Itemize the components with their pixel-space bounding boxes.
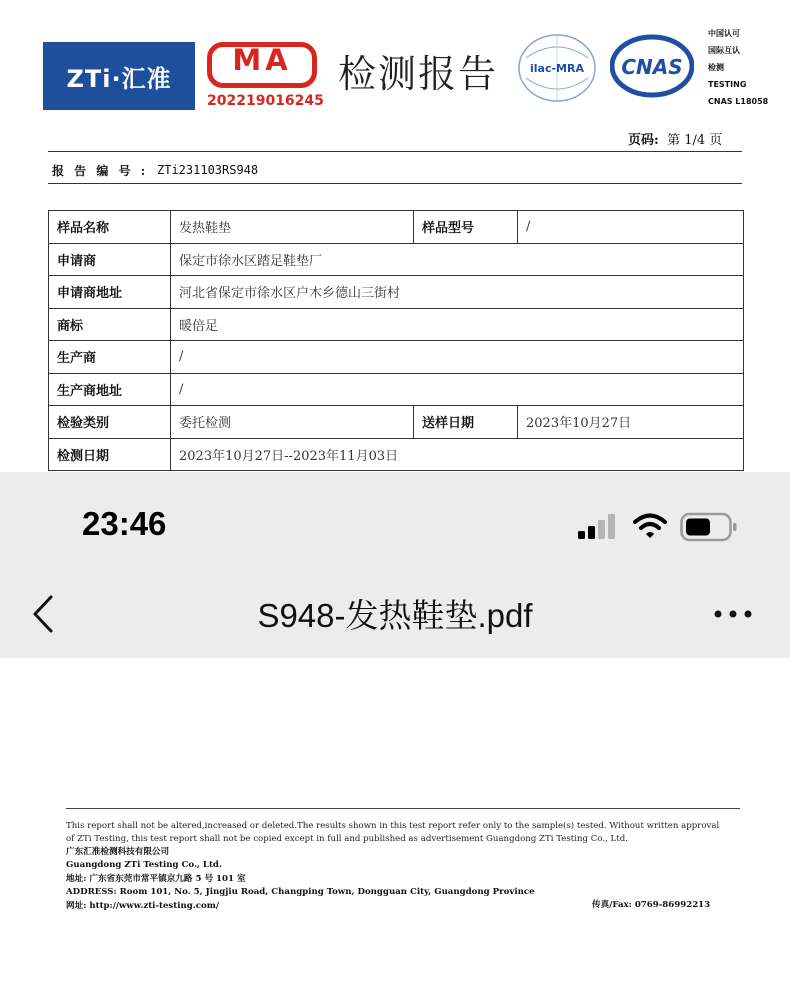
applicant-value: 保定市徐水区踏足鞋垫厂 [171,243,744,276]
applicant-address-value: 河北省保定市徐水区户木乡德山三街村 [171,276,744,309]
cnas-logo [610,34,694,98]
test-date-label: 检测日期 [49,438,171,471]
page-number [628,129,722,148]
cellular-signal-icon [578,514,618,540]
ilac-text: ilac-MRA [530,62,584,75]
table-row [49,243,744,276]
applicant-label: 申请商 [49,243,171,276]
table-row [49,373,744,406]
trademark-value: 暖倍足 [171,308,744,341]
table-row [49,406,744,439]
table-row [49,211,744,244]
sample-model-value: / [518,211,744,244]
manufacturer-address-value: / [171,373,744,406]
company-name-en: Guangdong ZTi Testing Co., Ltd. [66,860,222,871]
zti-logo: ZTi·汇准 [43,42,195,110]
cma-logo-text: MA [232,43,292,77]
more-options-icon[interactable] [712,604,754,624]
sample-name-label: 样品名称 [49,211,171,244]
accreditation-text: 中国认可 国际互认 检测 TESTING CNAS L18058 [708,29,769,106]
sample-model-label: 样品型号 [414,211,518,244]
address-en: ADDRESS: Room 101, No. 5, Jingjiu Road, Changping Town, Dongguan City, Guangdong Province [66,887,535,898]
page-number-value: 第 1/4 页 [667,133,723,148]
website: 网址: http://www.zti-testing.com/ [66,900,219,911]
trademark-label: 商标 [49,308,171,341]
battery-icon [680,512,738,542]
sample-name-value: 发热鞋垫 [171,211,414,244]
delivery-date-value: 2023年10月27日 [518,406,744,439]
ilac-mra-logo [516,32,598,104]
footer-divider [66,808,740,809]
test-type-label: 检验类别 [49,406,171,439]
manufacturer-label: 生产商 [49,341,171,374]
company-name-cn: 广东汇准检测科技有限公司 [66,847,170,857]
report-number: ZTi231103RS948 [157,163,259,177]
company-info [66,846,535,913]
divider [48,183,742,184]
disclaimer-text: This report shall not be altered,increased or deleted.The results shown in this test report refer only to the sample(s) tested. Without written approval of ZTi Testing, this test report shall not be copied except in full and published as advertisement Guangdong ZTi Testing Co., Ltd. [66,821,720,844]
status-time: 23:46 [82,505,167,542]
fax-number: 传真/Fax: 0769-86992213 [592,900,711,910]
divider [48,151,742,152]
test-date-value: 2023年10月27日--2023年11月03日 [171,438,744,471]
delivery-date-label: 送样日期 [414,406,518,439]
applicant-address-label: 申请商地址 [49,276,171,309]
manufacturer-address-label: 生产商地址 [49,373,171,406]
cma-number: 202219016245 [207,93,324,109]
report-number-label: 报 告 编 号 : [52,164,149,178]
test-type-value: 委托检测 [171,406,414,439]
sample-info-table [48,210,744,471]
manufacturer-value: / [171,341,744,374]
table-row [49,276,744,309]
cnas-text: CNAS [621,55,683,79]
page-number-label: 页码: [628,133,659,148]
file-title: S948-发热鞋垫.pdf [257,597,533,634]
table-row [49,308,744,341]
wifi-icon [633,512,667,540]
address-cn: 地址: 广东省东莞市常平镇京九路 5 号 101 室 [66,873,246,884]
table-row [49,438,744,471]
report-title: 检测报告 [338,52,499,96]
table-row [49,341,744,374]
